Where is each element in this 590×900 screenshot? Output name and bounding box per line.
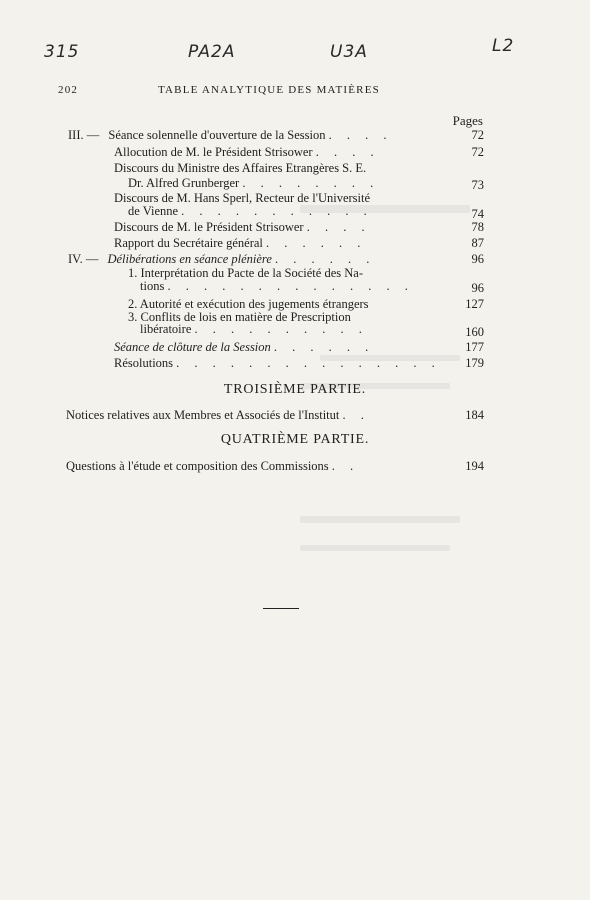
handwritten-mark-2: PA2A bbox=[188, 42, 236, 62]
entry-text: de Vienne bbox=[128, 204, 179, 218]
entry-text: libératoire bbox=[140, 322, 192, 336]
entry-page: 160 bbox=[465, 325, 484, 339]
toc-entry: IV. — Délibérations en séance plénière . . . . . . 96 bbox=[68, 252, 484, 266]
entry-page: 73 bbox=[471, 178, 484, 192]
entry-text: Dr. Alfred Grunberger bbox=[128, 176, 240, 190]
entry-text: Séance solennelle d'ouverture de la Session bbox=[108, 128, 326, 142]
entry-text: Discours de M. le Président Strisower bbox=[114, 220, 304, 234]
entry-page: 179 bbox=[465, 356, 484, 370]
handwritten-mark-1: 315 bbox=[44, 42, 80, 62]
toc-entry: Séance de clôture de la Session . . . . . . 177 bbox=[114, 340, 484, 354]
part-four-title: QUATRIÈME PARTIE. bbox=[220, 432, 370, 447]
toc-entry: Discours de M. le Président Strisower . . . . 78 bbox=[114, 220, 484, 234]
toc-entry: Notices relatives aux Membres et Associés de l'Institut . . 184 bbox=[66, 408, 484, 422]
toc-entry: III. — Séance solennelle d'ouverture de la Session . . . . 72 bbox=[68, 128, 484, 142]
entry-text: Notices relatives aux Membres et Associés de l'Institut bbox=[66, 408, 340, 422]
entry-text: Discours du Ministre des Affaires Etrangères S. E. bbox=[114, 161, 367, 175]
toc-entry: Rapport du Secrétaire général . . . . . . 87 bbox=[114, 236, 484, 250]
page-number: 202 bbox=[58, 84, 79, 96]
entry-text: Rapport du Secrétaire général bbox=[114, 236, 263, 250]
entry-text: 2. Autorité et exécution des jugements étrangers bbox=[128, 297, 369, 311]
entry-text: tions bbox=[140, 279, 165, 293]
entry-page: 184 bbox=[465, 408, 484, 422]
part-three-title: TROISIÈME PARTIE. bbox=[223, 382, 367, 397]
bleed-through bbox=[300, 545, 450, 551]
toc-entry: Allocution de M. le Président Strisower . . . . 72 bbox=[114, 145, 484, 159]
toc-entry: de Vienne . . . . . . . . . . . 74 bbox=[128, 204, 484, 221]
entry-page: 74 bbox=[471, 207, 484, 221]
entry-text: 1. Interprétation du Pacte de la Société des Na- bbox=[128, 266, 363, 280]
toc-entry: Résolutions . . . . . . . . . . . . . . . 179 bbox=[114, 356, 484, 370]
toc-entry bbox=[114, 161, 484, 176]
toc-entry: Questions à l'étude et composition des Commissions . . 194 bbox=[66, 459, 484, 473]
section-prefix: III. — bbox=[68, 128, 100, 142]
running-title: TABLE ANALYTIQUE DES MATIÈRES bbox=[158, 84, 380, 96]
entry-page: 72 bbox=[471, 145, 484, 159]
entry-page: 96 bbox=[471, 252, 484, 266]
entry-text: Délibérations en séance plénière bbox=[107, 252, 272, 266]
entry-page: 177 bbox=[465, 340, 484, 354]
entry-text: Questions à l'étude et composition des Commissions bbox=[66, 459, 329, 473]
entry-text: 3. Conflits de lois en matière de Prescription bbox=[128, 310, 351, 324]
entry-page: 78 bbox=[471, 220, 484, 234]
entry-page: 87 bbox=[471, 236, 484, 250]
entry-text: Résolutions bbox=[114, 356, 174, 370]
entry-page: 194 bbox=[465, 459, 484, 473]
pages-column-label: Pages bbox=[452, 113, 483, 128]
handwritten-mark-3: U3A bbox=[330, 42, 368, 62]
closing-rule bbox=[263, 608, 299, 609]
toc-entry: libératoire . . . . . . . . . . 160 bbox=[140, 322, 484, 339]
bleed-through bbox=[300, 516, 460, 523]
toc-entry: tions . . . . . . . . . . . . . . 96 bbox=[140, 279, 484, 295]
entry-text: Discours de M. Hans Sperl, Recteur de l'Université bbox=[114, 191, 371, 205]
entry-page: 96 bbox=[471, 281, 484, 295]
entry-page: 72 bbox=[471, 128, 484, 142]
entry-page: 127 bbox=[465, 297, 484, 311]
section-prefix: IV. — bbox=[68, 252, 99, 266]
entry-text: Allocution de M. le Président Strisower bbox=[114, 145, 313, 159]
entry-text: Séance de clôture de la Session bbox=[114, 340, 271, 354]
toc-entry: Dr. Alfred Grunberger . . . . . . . . 73 bbox=[128, 176, 484, 192]
handwritten-mark-4: L2 bbox=[492, 36, 515, 56]
